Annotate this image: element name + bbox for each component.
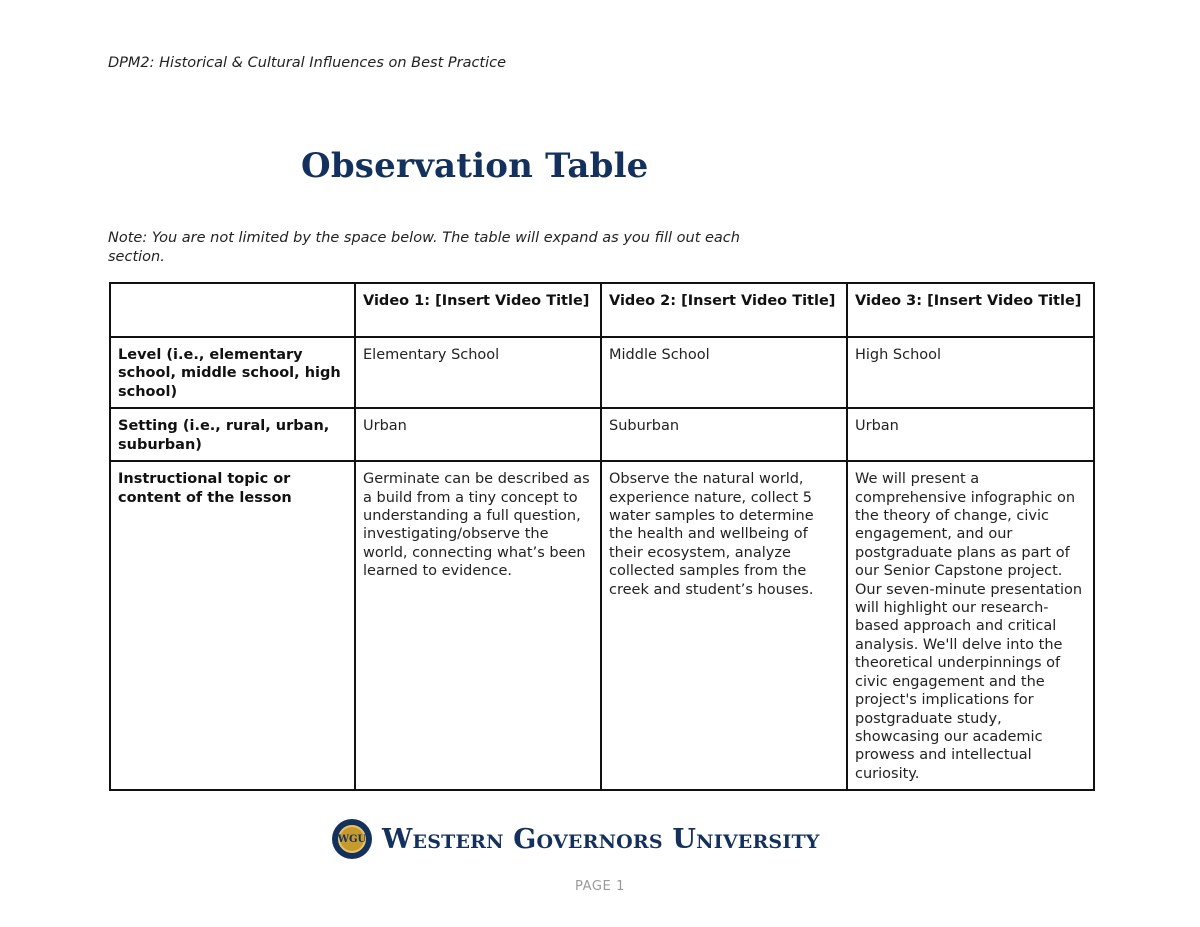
- header-cell-video-1[interactable]: Video 1: [Insert Video Title]: [355, 283, 601, 337]
- row-label-instructional-topic[interactable]: Instructional topic or content of the lesson: [110, 461, 355, 790]
- instruction-note: Note: You are not limited by the space below. The table will expand as you fill out each section.: [108, 230, 740, 265]
- table-row-instructional-topic: [110, 461, 1094, 790]
- cell-setting-video-2[interactable]: Suburban: [601, 408, 847, 461]
- cell-level-video-2[interactable]: Middle School: [601, 337, 847, 408]
- document-title: Observation Table: [301, 146, 649, 186]
- table-row-level: [110, 337, 1094, 408]
- cell-topic-video-2[interactable]: Observe the natural world, experience nature, collect 5 water samples to determine the health and wellbeing of their ecosystem, analyze collected samples from the creek and student’s houses.: [601, 461, 847, 790]
- page-number: PAGE 1: [575, 879, 625, 894]
- cell-topic-video-3[interactable]: We will present a comprehensive infographic on the theory of change, civic engagement, and our postgraduate plans as part of our Senior Capstone project. Our seven-minute presentation will highlight our research-based approach and critical analysis. We'll delve into the theoretical underpinnings of civic engagement and the project's implications for postgraduate study, showcasing our academic prowess and intellectual curiosity.: [847, 461, 1094, 790]
- header-cell-video-2[interactable]: Video 2: [Insert Video Title]: [601, 283, 847, 337]
- header-cell-empty[interactable]: [110, 283, 355, 337]
- cell-level-video-3[interactable]: High School: [847, 337, 1094, 408]
- cell-topic-video-1[interactable]: Germinate can be described as a build from a tiny concept to understanding a full question, investigating/observe the world, connecting what’s been learned to evidence.: [355, 461, 601, 790]
- cell-setting-video-3[interactable]: Urban: [847, 408, 1094, 461]
- observation-table: [109, 282, 1095, 791]
- wgu-logo: [332, 817, 820, 861]
- wgu-seal-icon: [332, 819, 372, 859]
- table-row-setting: [110, 408, 1094, 461]
- row-label-level[interactable]: Level (i.e., elementary school, middle school, high school): [110, 337, 355, 408]
- header-cell-video-3[interactable]: Video 3: [Insert Video Title]: [847, 283, 1094, 337]
- cell-level-video-1[interactable]: Elementary School: [355, 337, 601, 408]
- wgu-seal-center: WGU: [338, 825, 366, 853]
- wgu-wordmark: Western Governors University: [382, 823, 820, 855]
- table-header-row: [110, 283, 1094, 337]
- cell-setting-video-1[interactable]: Urban: [355, 408, 601, 461]
- row-label-setting[interactable]: Setting (i.e., rural, urban, suburban): [110, 408, 355, 461]
- running-header: DPM2: Historical & Cultural Influences on Best Practice: [108, 55, 507, 71]
